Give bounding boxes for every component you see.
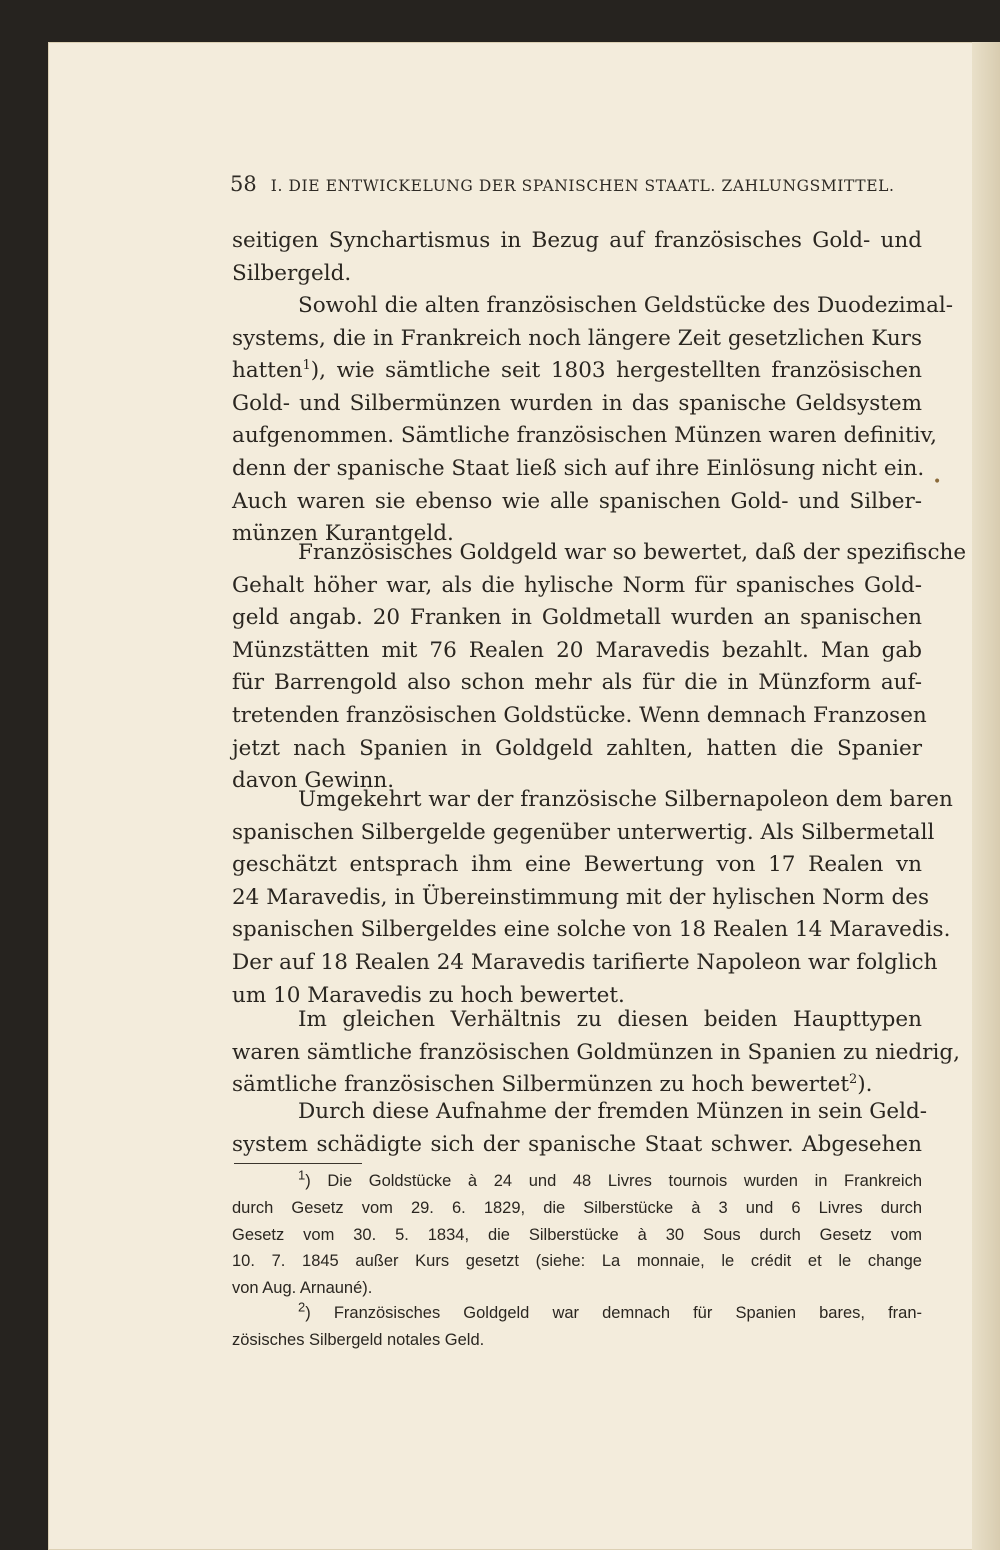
paragraph-1 [232,225,922,290]
text-line: Sowohl die alten französischen Geldstücke des Duodezimal- [298,293,954,318]
footnote-divider [234,1163,362,1164]
text-line-with-footnote: hatten$^1$), wie sämtliche seit 1803 hergestellten französischen [232,358,922,384]
text-line: 24 Maravedis, in Übereinstimmung mit der hylischen Norm des [232,884,930,910]
text-line: Gold- und Silbermünzen wurden in das spanische Geldsystem [232,390,922,416]
text-line: um 10 Maravedis zu hoch bewertet. [232,982,625,1008]
text-line: aufgenommen. Sämtliche französischen Münzen waren definitiv, [232,423,937,449]
text-line: tretenden französischen Goldstücke. Wenn demnach Franzosen [232,702,927,728]
running-title: I. DIE ENTWICKELUNG DER SPANISCHEN STAATL. ZAHLUNGSMITTEL. [270,177,895,195]
text-line: system schädigte sich der spanische Staat schwer. Abgesehen [232,1131,922,1157]
footnote-2 [232,1300,922,1354]
footnote-mark-1: 1 [298,1167,306,1183]
running-header [230,172,930,196]
footnote-ref-1: 1 [302,358,311,374]
text-line: für Barrengold also schon mehr als für die in Münzform auf- [232,670,922,696]
paragraph-5 [232,1004,960,1102]
text-line: Umgekehrt war der französische Silbernapoleon dem baren [298,787,953,812]
text-line: Silbergeld. [232,260,352,286]
page-edge [972,42,1000,1550]
footnote-line: $^1$) Die Goldstücke à 24 und 48 Livres tournois wurden in Frankreich [298,1167,922,1190]
text-line: münzen Kurantgeld. [232,521,454,547]
text-line: jetzt nach Spanien in Goldgeld zahlten, hatten die Spanier [232,735,922,761]
text-line-with-footnote: sämtliche französischen Silbermünzen zu hoch bewertet$^2$). [232,1072,873,1098]
text-line: seitigen Synchartismus in Bezug auf französisches Gold- und [232,228,922,253]
text-line: Französisches Goldgeld war so bewertet, daß der spezifische [298,540,967,565]
paragraph-4 [232,784,953,1012]
text-line: spanischen Silbergelde gegenüber unterwertig. Als Silbermetall [232,819,935,845]
footnote-line: 10. 7. 1845 außer Kurs gesetzt (siehe: La monnaie, le crédit et le change [232,1252,922,1271]
text-line: denn der spanische Staat ließ sich auf ihre Einlösung nicht ein. [232,455,925,481]
text-line: geld angab. 20 Franken in Goldmetall wurden an spanischen [232,605,922,631]
footnote-line: $^2$) Französisches Goldgeld war demnach für Spanien bares, fran- [298,1299,922,1322]
paragraph-2 [232,290,954,551]
ink-blot: • [933,474,942,490]
paragraph-6 [232,1096,928,1161]
text-line: Gehalt höher war, als die hylische Norm für spanisches Gold- [232,572,922,598]
text-line: geschätzt entsprach ihm eine Bewertung von 17 Realen vn [232,852,922,878]
text-line: systems, die in Frankreich noch längere Zeit gesetzlichen Kurs [232,325,922,351]
footnote-line: von Aug. Arnauné). [232,1279,373,1298]
text-line: waren sämtliche französischen Goldmünzen in Spanien zu niedrig, [232,1039,960,1065]
footnote-line: zösisches Silbergeld notales Geld. [232,1330,485,1349]
text-line: Auch waren sie ebenso wie alle spanischen Gold- und Silber- [232,488,922,514]
page-number: 58 [230,172,257,196]
footnote-mark-2: 2 [298,1299,306,1315]
text-line: Der auf 18 Realen 24 Maravedis tarifierte Napoleon war folglich [232,949,938,975]
text-line: Münzstätten mit 76 Realen 20 Maravedis bezahlt. Man gab [232,637,922,663]
footnote-line: Gesetz vom 30. 5. 1834, die Silberstücke à 30 Sous durch Gesetz vom [232,1225,922,1244]
text-line: Durch diese Aufnahme der fremden Münzen in sein Geld- [298,1099,928,1124]
paragraph-3 [232,537,967,798]
text-line: Im gleichen Verhältnis zu diesen beiden Haupttypen [298,1007,922,1032]
footnote-1 [232,1168,922,1302]
footnote-line: durch Gesetz vom 29. 6. 1829, die Silberstücke à 3 und 6 Livres durch [232,1198,922,1217]
text-line: davon Gewinn. [232,768,395,794]
text-line: spanischen Silbergeldes eine solche von 18 Realen 14 Maravedis. [232,917,951,943]
footnote-ref-2: 2 [848,1072,858,1088]
